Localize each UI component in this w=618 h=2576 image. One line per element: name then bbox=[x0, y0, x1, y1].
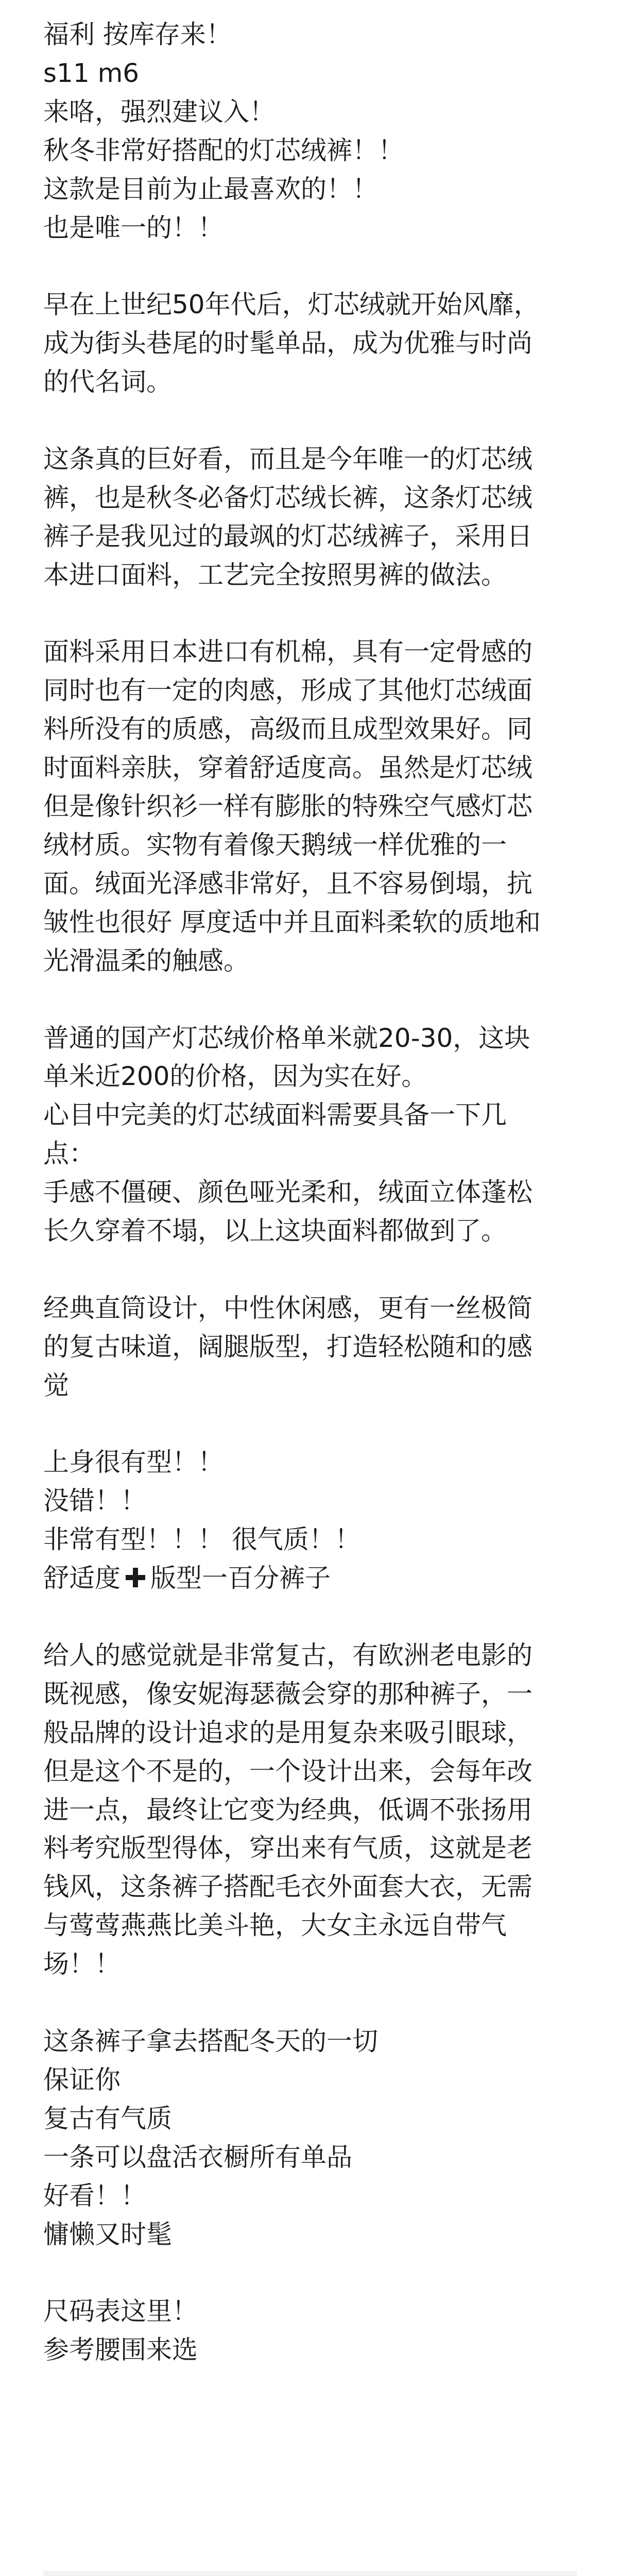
text-line: 点： bbox=[43, 1139, 95, 1169]
text-line: 参考腰围来选 bbox=[43, 2335, 198, 2365]
text-line: 单米近200的价格，因为实在好。 bbox=[43, 1061, 427, 1092]
text-line: 手感不僵硬、颜色哑光柔和，绒面立体蓬松 bbox=[43, 1177, 533, 1208]
text-line: 料所没有的质感，高级而且成型效果好。同 bbox=[43, 714, 533, 744]
text-line: 觉 bbox=[43, 1370, 69, 1400]
paragraph-gap bbox=[43, 2253, 577, 2292]
paragraph-gap bbox=[43, 980, 577, 1019]
text-line: 长久穿着不塌，以上这块面料都做到了。 bbox=[43, 1216, 507, 1246]
text-line: 时面料亲肤，穿着舒适度高。虽然是灯芯绒 bbox=[43, 753, 533, 783]
text-line: 这条真的巨好看，而且是今年唯一的灯芯绒 bbox=[43, 444, 533, 474]
text-line: 这款是目前为止最喜欢的！！ bbox=[43, 174, 378, 204]
description-text bbox=[43, 15, 577, 2369]
text-line: 进一点，最终让它变为经典，低调不张扬用 bbox=[43, 1794, 533, 1825]
text-line: 也是唯一的！！ bbox=[43, 212, 224, 243]
text-line: 心目中完美的灯芯绒面料需要具备一下几 bbox=[43, 1100, 507, 1130]
text-line: 一条可以盘活衣橱所有单品 bbox=[43, 2142, 352, 2172]
plus-icon bbox=[124, 1566, 147, 1589]
text-line: 的代名词。 bbox=[43, 367, 172, 397]
text-line: 面料采用日本进口有机棉，具有一定骨感的 bbox=[43, 637, 533, 667]
text-line: 来咯，强烈建议入！ bbox=[43, 96, 275, 127]
price-section bbox=[43, 1019, 577, 1250]
text-line: 但是像针织衫一样有膨胀的特殊空气感灯芯 bbox=[43, 791, 533, 822]
intro-section bbox=[43, 15, 577, 247]
design-section bbox=[43, 1289, 577, 1405]
text-line: 同时也有一定的肉感，形成了其他灯芯绒面 bbox=[43, 675, 533, 706]
text-line: 般品牌的设计追求的是用复杂来吸引眼球， bbox=[43, 1717, 533, 1748]
text-line: 经典直筒设计，中性休闲感，更有一丝极简 bbox=[43, 1293, 533, 1323]
comfort-rest: 版型一百分裤子 bbox=[150, 1563, 331, 1594]
fabric-section bbox=[43, 633, 577, 980]
paragraph-gap bbox=[43, 401, 577, 440]
text-line: 绒材质。实物有着像天鹅绒一样优雅的一 bbox=[43, 829, 507, 860]
text-line: 普通的国产灯芯绒价格单米就20-30，这块 bbox=[43, 1023, 530, 1053]
text-line: 慵懒又时髦 bbox=[43, 2219, 172, 2249]
history-section bbox=[43, 285, 577, 401]
paragraph-gap bbox=[43, 1598, 577, 1636]
paragraph-gap bbox=[43, 1250, 577, 1289]
text-line: 给人的感觉就是非常复古，有欧洲老电影的 bbox=[43, 1640, 533, 1670]
praise-section bbox=[43, 440, 577, 595]
text-line: s11 m6 bbox=[43, 58, 140, 88]
text-line: 早在上世纪50年代后，灯芯绒就开始风靡， bbox=[43, 290, 540, 320]
text-line: 成为街头巷尾的时髦单品，成为优雅与时尚 bbox=[43, 328, 533, 359]
text-line: 面。绒面光泽感非常好，且不容易倒塌，抗 bbox=[43, 868, 533, 899]
text-line: 料考究版型得体，穿出来有气质，这就是老 bbox=[43, 1833, 533, 1863]
text-line: 但是这个不是的，一个设计出来，会每年改 bbox=[43, 1756, 533, 1786]
text-line: 光滑温柔的触感。 bbox=[43, 945, 249, 976]
comfort-label: 舒适度 bbox=[43, 1563, 121, 1594]
paragraph-gap bbox=[43, 1984, 577, 2022]
size-intro-section bbox=[43, 2292, 577, 2369]
text-line: 的复古味道，阔腿版型，打造轻松随和的感 bbox=[43, 1331, 533, 1362]
styling-section bbox=[43, 2022, 577, 2253]
paragraph-gap bbox=[43, 595, 577, 633]
text-line: 保证你 bbox=[43, 2064, 121, 2095]
paragraph-gap bbox=[43, 247, 577, 285]
text-line: 尺码表这里！ bbox=[43, 2296, 198, 2327]
text-line: 没错！！ bbox=[43, 1486, 146, 1516]
text-line: 秋冬非常好搭配的灯芯绒裤！！ bbox=[43, 135, 404, 165]
text-line: 福利 按库存来！ bbox=[43, 20, 232, 49]
text-line: 既视感，像安妮海瑟薇会穿的那种裤子，一 bbox=[43, 1679, 533, 1709]
text-line: 复古有气质 bbox=[43, 2103, 172, 2133]
comfort-line bbox=[43, 1559, 577, 1598]
paragraph-gap bbox=[43, 1405, 577, 1444]
vibe-section bbox=[43, 1636, 577, 1984]
size-chart-image bbox=[43, 2571, 577, 2576]
text-line: 与莺莺燕燕比美斗艳，大女主永远自带气 bbox=[43, 1910, 507, 1941]
text-line: 皱性也很好 厚度适中并且面料柔软的质地和 bbox=[43, 907, 541, 937]
text-line: 钱风，这条裤子搭配毛衣外面套大衣，无需 bbox=[43, 1872, 533, 1902]
text-line: 场！！ bbox=[43, 1949, 121, 1979]
text-line: 这条裤子拿去搭配冬天的一切 bbox=[43, 2026, 378, 2056]
text-line: 好看！！ bbox=[43, 2180, 146, 2211]
text-line: 上身很有型！！ bbox=[43, 1447, 224, 1478]
text-line: 非常有型！！！ 很气质！！ bbox=[43, 1524, 360, 1555]
text-line: 裤子是我见过的最飒的灯芯绒裤子，采用日 bbox=[43, 521, 533, 551]
fit-section bbox=[43, 1443, 577, 1598]
text-line: 裤，也是秋冬必备灯芯绒长裤，这条灯芯绒 bbox=[43, 482, 533, 513]
text-line: 本进口面料，工艺完全按照男裤的做法。 bbox=[43, 560, 507, 590]
